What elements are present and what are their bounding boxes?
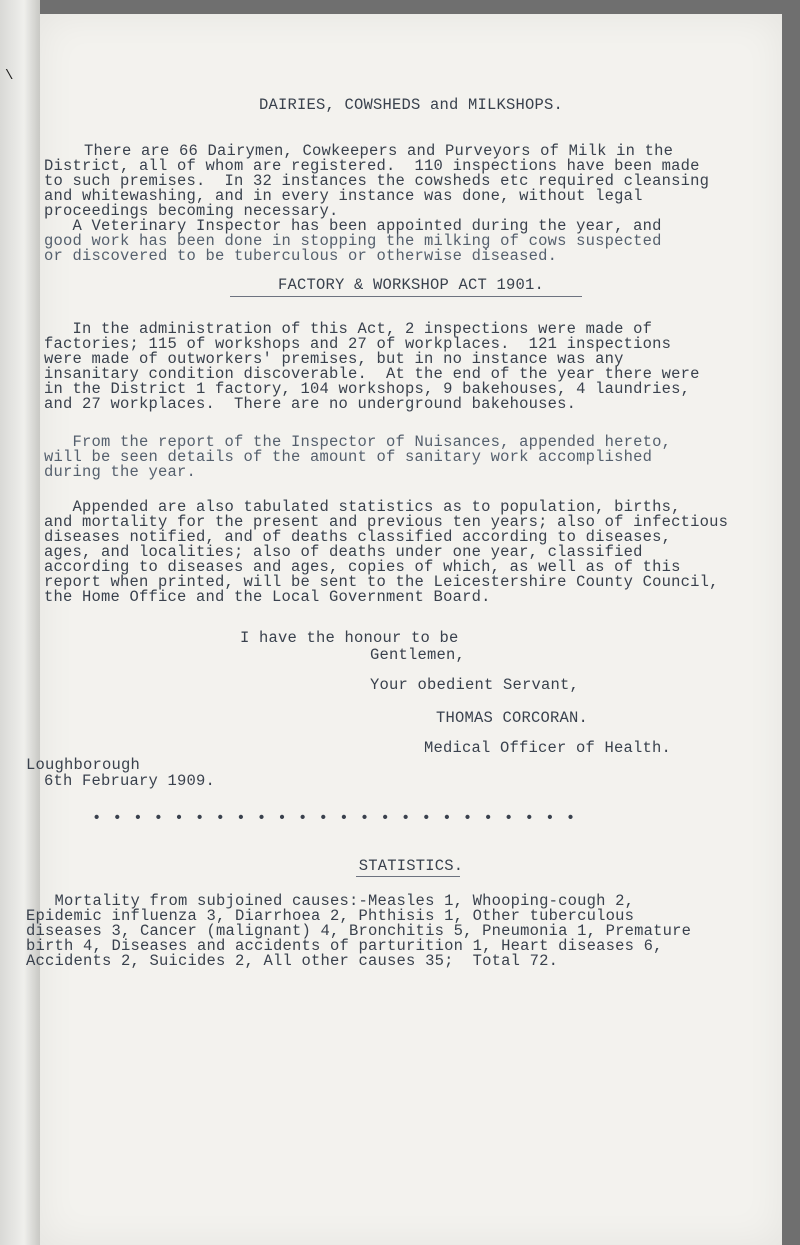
closing-honour: I have the honour to be [240, 629, 459, 647]
document-page [26, 14, 782, 1245]
text-line: birth 4, Diseases and accidents of parturition 1, Heart diseases 6, [26, 937, 663, 955]
margin-mark: \ [5, 68, 14, 84]
text-line: and 27 workplaces. There are no underground bakehouses. [44, 395, 577, 413]
text-line: Appended are also tabulated statistics as to population, births, [44, 498, 681, 516]
text-line: in the District 1 factory, 104 workshops, 9 bakehouses, 4 laundries, [44, 380, 691, 398]
text-line: or discovered to be tuberculous or otherwise diseased. [44, 247, 558, 265]
closing-servant: Your obedient Servant, [370, 676, 580, 694]
text-line: will be seen details of the amount of sanitary work accomplished [44, 448, 653, 466]
text-line: diseases 3, Cancer (malignant) 4, Bronchitis 5, Pneumonia 1, Premature [26, 922, 692, 940]
factory-heading: FACTORY & WORKSHOP ACT 1901. [277, 276, 545, 294]
dairies-heading: DAIRIES, COWSHEDS and MILKSHOPS. [258, 96, 564, 114]
text-line: In the administration of this Act, 2 inspections were made of [44, 320, 653, 338]
text-line: ages, and localities; also of deaths under one year, classified [44, 543, 643, 561]
text-line: diseases notified, and of deaths classified according to diseases, [44, 528, 672, 546]
text-line: From the report of the Inspector of Nuisances, appended hereto, [44, 433, 672, 451]
text-line: to such premises. In 32 instances the cowsheds etc required cleansing [44, 172, 710, 190]
signatory-position: Medical Officer of Health. [424, 739, 672, 757]
text-line: good work has been done in stopping the milking of cows suspected [44, 232, 662, 250]
text-line: A Veterinary Inspector has been appointed during the year, and [44, 217, 662, 235]
text-line: the Home Office and the Local Government Board. [44, 588, 491, 606]
text-line: during the year. [44, 463, 197, 481]
text-line: and whitewashing, and in every instance was done, without legal [44, 187, 643, 205]
heading-underline [356, 876, 460, 877]
text-line: Accidents 2, Suicides 2, All other causes 35; Total 72. [26, 952, 559, 970]
text-line: insanitary condition discoverable. At the end of the year there were [44, 365, 700, 383]
text-line: factories; 115 of workshops and 27 of workplaces. 121 inspections [44, 335, 672, 353]
text-line: Epidemic influenza 3, Diarrhoea 2, Phthisis 1, Other tuberculous [26, 907, 635, 925]
text-line: according to diseases and ages, copies of which, as well as of this [44, 558, 681, 576]
text-line: and mortality for the present and previous ten years; also of infectious [44, 513, 729, 531]
text-line: were made of outworkers' premises, but in no instance was any [44, 350, 624, 368]
heading-underline [230, 296, 582, 297]
text-line: report when printed, will be sent to the Leicestershire County Council, [44, 573, 719, 591]
section-separator: • • • • • • • • • • • • • • • • • • • • • • • • [92, 809, 577, 827]
text-line: proceedings becoming necessary. [44, 202, 339, 220]
closing-salutation: Gentlemen, [370, 646, 466, 664]
page-edge-strip [0, 0, 40, 1245]
text-line: There are 66 Dairymen, Cowkeepers and Purveyors of Milk in the [84, 142, 674, 160]
statistics-heading: STATISTICS. [358, 857, 464, 875]
text-line: Mortality from subjoined causes:-Measles 1, Whooping-cough 2, [26, 892, 635, 910]
signatory-name: THOMAS CORCORAN. [436, 709, 589, 727]
letter-date: 6th February 1909. [44, 772, 216, 790]
letter-place: Loughborough [26, 756, 141, 774]
text-line: District, all of whom are registered. 110 inspections have been made [44, 157, 700, 175]
